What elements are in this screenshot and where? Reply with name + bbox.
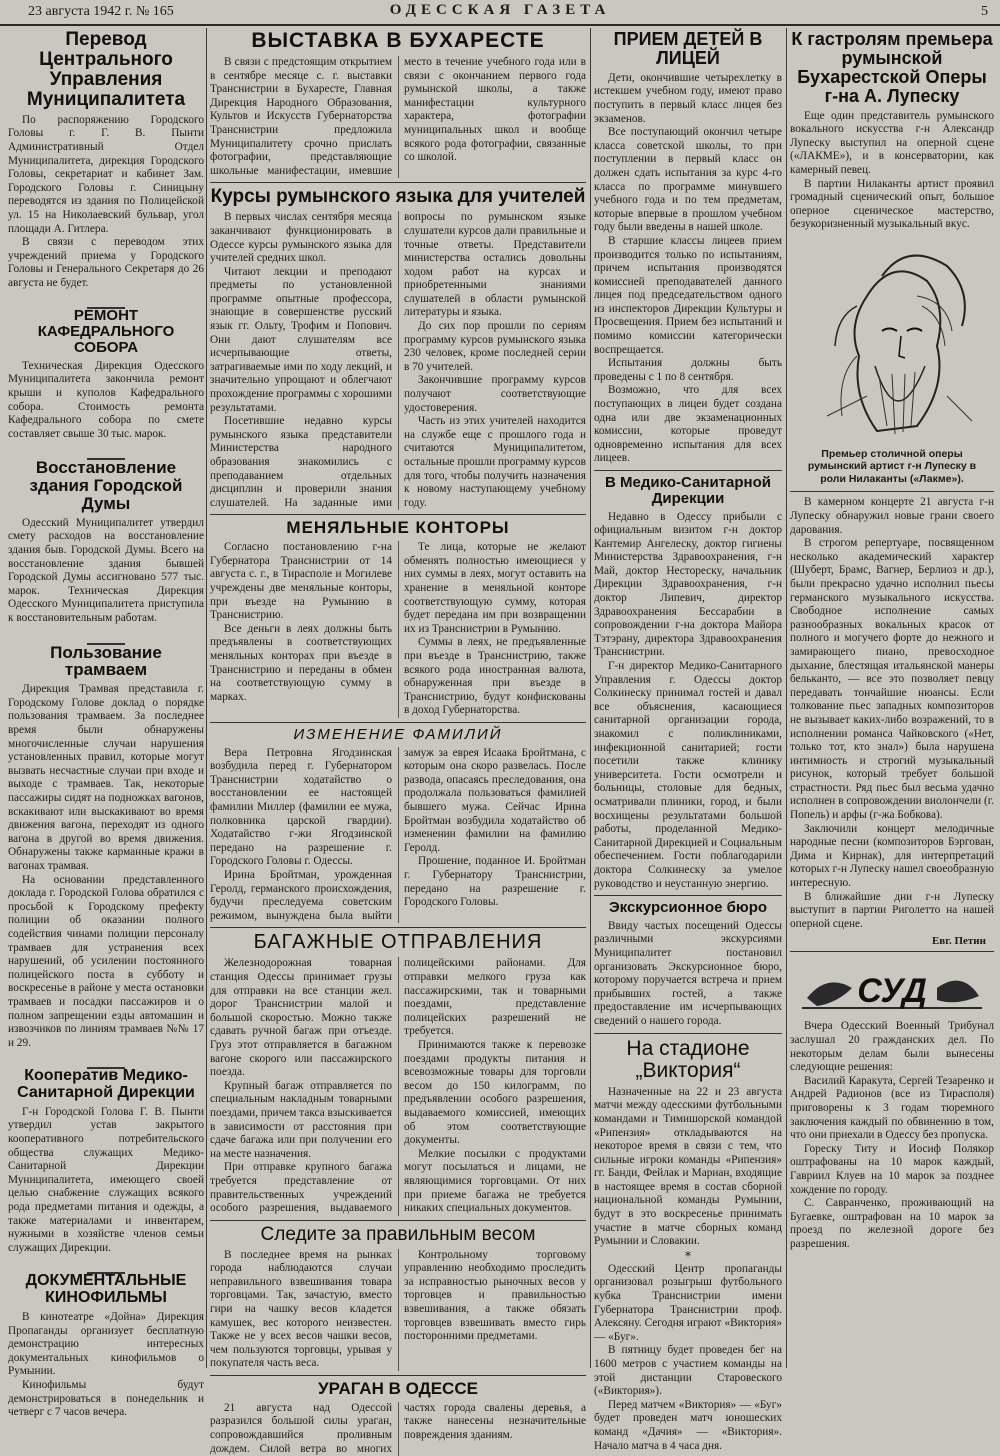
- article-courses: [210, 187, 586, 510]
- court-heading-image: [797, 958, 987, 1018]
- column-rule: [206, 28, 207, 1368]
- article-title: Экскурсионное бюро: [608, 899, 768, 917]
- column-rule: [590, 28, 591, 1368]
- article-medical: [594, 475, 782, 891]
- singer-portrait-image: [797, 236, 987, 446]
- article-body: 21 августа над Одессой разразился большой силы ураган, сопровождавшийся проливным дождем. Силой ветра во многих частях города свалены деревья, а также нанесены незначительные повреждения зданиям.: [210, 1401, 586, 1455]
- article-exhibition: [210, 30, 586, 178]
- article-body: Заключили концерт мелодичные народные песни (композиторов Бэргован, Дима и Кирнак), для интерпретаций которых г-н Лупеску нашел своеобразную интересную.: [790, 822, 994, 890]
- divider: [210, 514, 586, 515]
- article-films: [8, 1273, 204, 1419]
- article-body: Ввиду частых посещений Одессы различными экскурсиями Муниципалитет постановил организовать Экскурсионное бюро, которому поручается встреча и прием прибывших гостей, а также предоставление им исчерпывающих сведений о нашего города.: [594, 919, 782, 1028]
- issue-date: 23 августа 1942 г. № 165: [28, 4, 174, 19]
- article-title: Пользование трамваем: [50, 642, 162, 680]
- article-body: Вера Петровна Ягодзинская возбудила перед г. Губернатором Транснистрии ходатайство о восстановлении ее настоящей фамилии Миллер (фамилии ее мужа, полковника царской гвардии). Ходатайство г-жи Ягодзинской передано на разрешение г. Городского Головы г. Одессы.: [210, 746, 392, 868]
- divider: [210, 927, 586, 928]
- article-surnames: [210, 727, 586, 923]
- divider: [594, 895, 782, 896]
- article-body: Одесский Муниципалитет утвердил смету расходов на восстановление здания быв. Городской Думы. Всего на восстановление здания бывшей Городской Думы ассигновано 577 тыс. марок. Техническая Дирекция Одесского Муниципалитета приступила к восстановительным работам.: [8, 516, 204, 624]
- column-4: [790, 26, 994, 1366]
- article-body: По распоряжению Городского Головы г. Г. В. Пынти Административный Отдел Муниципалитета, дирекция Городского Головы, секретариат и кабинет Зам. Городского Головы г. Синицыну переводятся из здания по Полицейской ул. 15 на Николаевский бульвар, угол площади А. Гитлера.: [8, 113, 204, 235]
- article-body: Испытания должны быть проведены с 1 по 8 сентября.: [594, 357, 782, 383]
- article-title: ДОКУМЕНТАЛЬНЫЕ КИНОФИЛЬМЫ: [25, 1272, 187, 1307]
- column-1: [8, 26, 204, 1419]
- article-stadium: [594, 1038, 782, 1454]
- article-body: Г-н Городской Голова Г. В. Пынти утвердил устав закрытого кооперативного потребительского общества служащих Медико-Санитарной Дирекции Муниципалитета, имеющего своей целью снабжение служащих всякого рода предметами питания и одежды, а также материалами и инвентарем, нужными в хозяйстве членов семьи служащих Дирекции.: [8, 1105, 204, 1254]
- article-title: На стадионе „Виктория“: [626, 1036, 750, 1082]
- article-body: В ближайшие дни г-н Лупеску выступит в партии Риголетто на нашей оперной сцене.: [790, 890, 994, 930]
- article-body: Часть из этих учителей находится на службе еще с прошлого года и считаются Муниципалитетом, остальные прошли программу курсов для того, чтобы получить назначения к новому наступающему учебному году.: [404, 415, 586, 509]
- article-title: БАГАЖНЫЕ ОТПРАВЛЕНИЯ: [253, 931, 543, 954]
- article-title: Кооператив Медико-Санитарной Дирекции: [17, 1067, 195, 1102]
- article-body: Мелкие посылки с продуктами могут посылаться и лицами, не являющимися торговцами. От них при приеме багажа не требуется никаких специальных документов.: [404, 1147, 586, 1215]
- divider: [210, 182, 586, 183]
- divider: [210, 722, 586, 723]
- article-body: При отправке крупного багажа требуется представление от правительственных учреждений особого разрешения, выдаваемого полицейскими районами. Для отправки мелкого груза как пассажирскими, так и товарными поездами, представление полицейских разрешений не требуется.: [210, 957, 586, 1215]
- masthead: [0, 0, 1000, 26]
- article-body: Вчера Одесский Военный Трибунал заслушал 20 гражданских дел. По некоторым делам были вынесены следующие решения:: [790, 1020, 994, 1074]
- article-excursion: [594, 900, 782, 1029]
- article-body: Дирекция Трамвая представила г. Городскому Голове доклад о порядке пользования трамваем. За последнее время были обнаружены многочисленные случаи нарушения установленных правил, которые могут вызвать несчастные случаи при входе и выходе с трамваев. Так, некоторые пассажиры сидят на подножках вагонов, вскакивают или выскакивают во время движения вагона, переходят из одного вагона в другой во время движения. Обнаружены также карманные кражи в вагонах трамвая.: [8, 683, 204, 872]
- article-body: Техническая Дирекция Одесского Муниципалитета закончила ремонт крыши и куполов Кафедрального собора. Стоимость ремонта Кафедрального собора по смете составляет свыше 30 тыс. марок.: [8, 359, 204, 440]
- newspaper-title: ОДЕССКАЯ ГАЗЕТА: [389, 2, 611, 18]
- article-body: Принимаются также к перевозке поездами продукты питания и всевозможные товары для торговли весом до 150 килограмм, по предъявлении особого разрешения, выдаваемого комиссией, имеющих об этом соответствующие документы.: [404, 1038, 586, 1147]
- article-body: Согласно постановлению г-на Губернатора Транснистрии от 14 августа с. г., в Тирасполе и Могилеве учреждены две меняльные конторы, при въезде на Румынию в Транснистрию.: [210, 541, 392, 622]
- article-duma: [8, 459, 204, 625]
- column-rule: [786, 28, 787, 1368]
- divider: [210, 1220, 586, 1221]
- article-body: В первых числах сентября месяца заканчивают функционировать в Одессе курсы румынского языка для учителей средних школ.: [210, 211, 392, 265]
- article-title: ИЗМЕНЕНИЕ ФАМИЛИЙ: [293, 725, 503, 743]
- article-lyceum: [594, 30, 782, 466]
- article-body: Все деньги в леях должны быть предъявлены в соответствующих меняльных конторах при въезде в Транснистрию и переданы в обмен на соответствующую сумму в марках.: [210, 622, 392, 703]
- court-heading-label: СУД: [857, 972, 927, 1011]
- article-title: В Медико-Санитарной Дирекции: [605, 474, 771, 507]
- article-body: В камерном концерте 21 августа г-н Лупеску обнаружил новые грани своего дарования.: [790, 496, 994, 536]
- article-court: [790, 958, 994, 1251]
- article-tram: [8, 644, 204, 1051]
- article-body: Ирина Бройтман, урожденная Геролд, германского происхождения, будучи преследуема советским режимом, вынуждена была выйти замуж за еврея Исаака Бройтмана, с которым она скоро развелась. После развода, опасаясь преследования, она продолжала пользоваться фамилией бывшего мужа. Сейчас Ирина Бройтман возбудила ходатайство об изменении фамилии на фамилию Геролд.: [210, 746, 586, 922]
- article-title: РЕМОНТ КАФЕДРАЛЬНОГО СОБОРА: [37, 307, 175, 356]
- article-title: ПРИЕМ ДЕТЕЙ В ЛИЦЕЙ: [613, 29, 763, 68]
- article-body: В старшие классы лицеев прием производится только по испытаниям, причем испытания производятся комиссией преподавателей данного лицея под председательством одного из инспекторов Дирекции Культуры и Просвещения. Прием без испытаний и помимо комиссии категорически воспрещается.: [594, 234, 782, 356]
- page-number: 5: [981, 4, 988, 19]
- article-title: Перевод Центрального Управления Муниципалитета: [26, 29, 186, 110]
- article-body: Контрольному торговому управлению необходимо проследить за исправностью рыночных весов у торговцев и правильностью взвешивания, а также обязать торговцев взвешивать вместо гирь посторонними предметами.: [404, 1248, 586, 1343]
- article-title: Курсы румынского языка для учителей: [210, 186, 586, 208]
- article-body: На основании представленного доклада г. Городской Голова обратился с просьбой к Городскому префекту полиции об оказании полного содействия чинами полиции персоналу трамваев для устранения всех нарушений, об усилении постоянного полицейского поста в субботу и воскресенье в районе у места остановки трамваев и посадки пассажиров и о полном запрещении езды автомашин и извозчиков по линиям трамваев №№ 17 и 29.: [8, 873, 204, 1049]
- article-title: Следите за правильным весом: [260, 1223, 536, 1245]
- article-cathedral: [8, 308, 204, 441]
- article-body: Возможно, что для всех поступающих в лицеи будет создана одна или две экзаменационных комиссии, которые проведут одновременно испытания для всех лицеев.: [594, 384, 782, 465]
- article-body: В кинотеатре «Дойна» Дирекция Пропаганды организует бесплатную демонстрацию интересных документальных кинофильмов о Румынии.: [8, 1311, 204, 1378]
- separator: [8, 445, 204, 455]
- article-title: ВЫСТАВКА В БУХАРЕСТЕ: [251, 29, 545, 52]
- article-weight: [210, 1225, 586, 1371]
- article-body: Читают лекции и преподают предметы по установленной программе опытные профессора, знающие в совершенстве русский язык гг. Ольту, Трофим и Попович. Они дают слушателям все исчерпывающие ответы, затрагиваемые ими по ходу лекций, и значительно упрощают и облегчают прохождение программы с хорошими результатами.: [210, 265, 392, 414]
- article-body: Крупный багаж отправляется по специальным накладным товарными поездами, причем такса взыскивается в зависимости от расстояния при сдаче багажа или при получении его на месте назначения.: [210, 1079, 392, 1160]
- article-body: В пятницу будет проведен бег на 1600 метров с участием команды на этой дистанции Старовеского («Виктория»).: [594, 1344, 782, 1398]
- separator: [8, 294, 204, 304]
- article-title: УРАГАН В ОДЕССЕ: [318, 1378, 478, 1398]
- divider: [594, 470, 782, 471]
- article-body: Одесский Центр пропаганды организовал розыгрыш футбольного кубка Транснистрии имени Губернатора Транснистрии проф. Алексяну. Сегодня играют «Виктория» — «Буг».: [594, 1262, 782, 1343]
- article-body: Кинофильмы будут демонстрироваться в понедельник и четверг с 7 часов вечера.: [8, 1378, 204, 1419]
- article-body: Недавно в Одессу прибыли с официальным визитом г-н доктор Кантемир Ангелеску, доктор гигиены Министерства Здравоохранения, г-н Май, доктор Несторескy, начальник Дирекции Здравоохранения, г-н доктор Липевич, директор Здравоохранения Бессарабии в сопровождении г-на доктора Майора Тэтэрану, директора Здравоохранения Транснистрии.: [594, 510, 782, 659]
- article-opera: [790, 30, 994, 947]
- article-body: До сих пор прошли по сериям программу курсов румынского языка 230 человек, кроме последней серии в 70 учителей.: [404, 320, 586, 373]
- article-body: Те лица, которые не желают обменять полностью имеющиеся у них суммы в леях, могут оставить на хранение в меняльной конторе соответствующую сумму, которая будет передана им при возвращении их из Транснистрии в Румынию.: [404, 541, 586, 635]
- portrait-caption: Премьер столичной оперы румынский артист г-н Лупеску в роли Нилаканты («Лакме»).: [807, 447, 977, 485]
- article-title: МЕНЯЛЬНЫЕ КОНТОРЫ: [286, 518, 510, 538]
- article-baggage: [210, 932, 586, 1215]
- article-body: Дети, окончившие четырехлетку в истекшем учебном году, имеют право поступить в первый класс лицея без экзаменов.: [594, 71, 782, 125]
- column-3: [594, 26, 782, 1452]
- article-title: Восстановление здания Городской Думы: [29, 458, 183, 513]
- article-body: В связи с предстоящим открытием в сентябре месяце с. г. выставки Транснистрии в Бухаресте, Главная Дирекция Народного Образования, Культов и Искусств Губернаторства Транснистрии предложила Муниципалитету срочно прислать фотографии, представляющие школьные манифестации, имевшие место в течение учебного года или в связи с окончанием первого года румынской школы, а также манифестации культурного характера, фотографии муниципальных школ и вообще всякого рода фотографии, связанные со школой.: [210, 56, 586, 177]
- article-body: Посетившие недавно курсы румынского языка представители Министерства народного образования знакомились с преподаванием отдельных дисциплин и проверили знания слушателей. На заданные ими вопросы по румынском языке слушатели курсов дали правильные и точные ответы. Представители министерства остались довольны ходом работ на курсах и приобретенными знаниями слушателей в области румынской литературы и языка.: [210, 211, 586, 509]
- article-body: Г-н директор Медико-Санитарного Управления г. Одессы доктор Солкинеску принимал гостей и давал все объяснения, касающиеся санитарной организации города, знакомил с поликлиниками, инфекционной санитарией; гости посетили также клинику университета. Гости осмотрели и больницы, столовые для бедных, осматривали плиники, город, и были восхищены результатами большой работы, проделанной Медико-Санитарной Дирекцией и Социальным обеспечением. Гости поблагодарили доктора Солкинеску за умелое руководство и неустанную энергию.: [594, 660, 782, 890]
- article-exchange: [210, 519, 586, 718]
- article-body: В партии Нилаканты артист проявил громадный сценический опыт, большое оперное сценическое мастерство, безукоризненный музыкальный вкус.: [790, 177, 994, 231]
- divider: [594, 1033, 782, 1034]
- article-body: Василий Каракута, Сергей Тезаренко и Андрей Радионов (все из Тирасполя) приговорены к 3 годам тюремного заключения каждый по обвинению в том, что они приехали в Одессу без пропуска.: [790, 1074, 994, 1142]
- article-body: Еще один представитель румынского вокального искусства г-н Александр Лупеску выступил на оперной сцене («ЛАКМЕ»), и в консерватории, как камерный певец.: [790, 109, 994, 176]
- article-body: Прошение, поданное И. Бройтман г. Губернатору Транснистрии, передано на разрешение г. Городского Головы.: [404, 855, 586, 909]
- article-body: С. Савранченко, проживающий на Бугаевке, оштрафован на 10 марок за проезд по железной дороге без разрешения.: [790, 1197, 994, 1250]
- article-body: Гореску Титу и Иосиф Полякор оштрафованы на 10 марок каждый, Гавриил Клуев на 10 марок за позднее хождение по городу.: [790, 1142, 994, 1196]
- star-divider: *: [685, 1248, 691, 1263]
- article-body: В последнее время на рынках города наблюдаются случаи неправильного взвешивания товара торговцами. Так, зачастую, вместо гири на чашку весов кладется камушек, вес которого неизвестен. Также не у всех весов чашки весов, чем пользуются торговцы, урывая у покупателя часть веса.: [210, 1248, 392, 1370]
- separator: [8, 1054, 204, 1064]
- divider: [210, 1375, 586, 1376]
- article-body: Назначенные на 22 и 23 августа матчи между одесскими футбольными командами и Тимишорской командой «Рипензия» откладываются на некоторое время в связи с тем, что сильные игроки команды «Рипензия» гг. Банди, Фейлак и Мариан, входящие в настоящее время в состав сборной национальной команды Румынии, будут в это воскресенье принимать участие в матче сборных команд Румынии и Словакии.: [594, 1085, 782, 1248]
- author-signature: Евг. Петин: [931, 935, 986, 948]
- article-cooperative: [8, 1068, 204, 1255]
- article-body: Перед матчем «Виктория» — «Буг» будет проведен матч юношеских команд «Дачия» — «Виктория». Начало матча в 4 часа дня.: [594, 1398, 782, 1452]
- article-body: В связи с переводом этих учреждений приема у Городского Головы и Генерального Секретаря до 26 августа не будет.: [8, 236, 204, 289]
- divider: [790, 491, 994, 492]
- article-body: Суммы в леях, не предъявленные при въезде в Транснистрию, также всякого рода иностранная валюта, обнаруженная при въезде в Транснистрию, будут конфискованы в доход Губернаторства.: [404, 636, 586, 717]
- article-body: В строгом репертуаре, посвященном несколько академический характер (Шуберт, Брамс, Вагнер, Берлиоз и др.), были прекрасно удачно исполнил пьесы германского музыкального искусства. Свободное исполнение самых разнообразных вокальных красок от полного и могучего форте до нежного и замирающего пиано, превосходное дыхание, блестящая итальянской манеры бельканто, — все это позволяет певцу передавать тончайшие нюансы. Если толкование пьес западных композиторов не вызывает каких-либо возражений, то в исполнении романса Чайковского («Нет, только тот, кто знал») была нарушена интимность и строгий музыкальный рисунок, который требует большой страстности. Ряд пьес был весьма удачно исполнен в сопровождении виолончели (г. Попель) и арфы (г-жа Бобкова).: [790, 537, 994, 822]
- article-hurricane: [210, 1380, 586, 1456]
- column-2: [210, 26, 586, 1455]
- article-body: Все поступающий окончил четыре класса советской школы, то при поступлении в первый класс он должен сдать испытания за курс 4-го класса по программе минувшего учебного года и по тем предметам, которые впервые в прошлом учебном году были введены в нашей школе.: [594, 126, 782, 234]
- article-body: Железнодорожная товарная станция Одессы принимает грузы для отправки на все станции жел. дорог Транснистрии малой и большой скоростью. Можно также сдавать ручной багаж при отъезде. Груз этот отправляется в багажном вагоне скорого или пассажирского поезда.: [210, 957, 392, 1079]
- separator: [8, 1259, 204, 1269]
- article-transfer: [8, 30, 204, 290]
- article-body: Закончившие программу курсов получают соответствующие удостоверения.: [404, 374, 586, 414]
- divider: [790, 951, 994, 952]
- separator: [8, 630, 204, 640]
- article-title: К гастролям премьера румынской Бухарестской Оперы г-на А. Лупеску: [791, 29, 993, 106]
